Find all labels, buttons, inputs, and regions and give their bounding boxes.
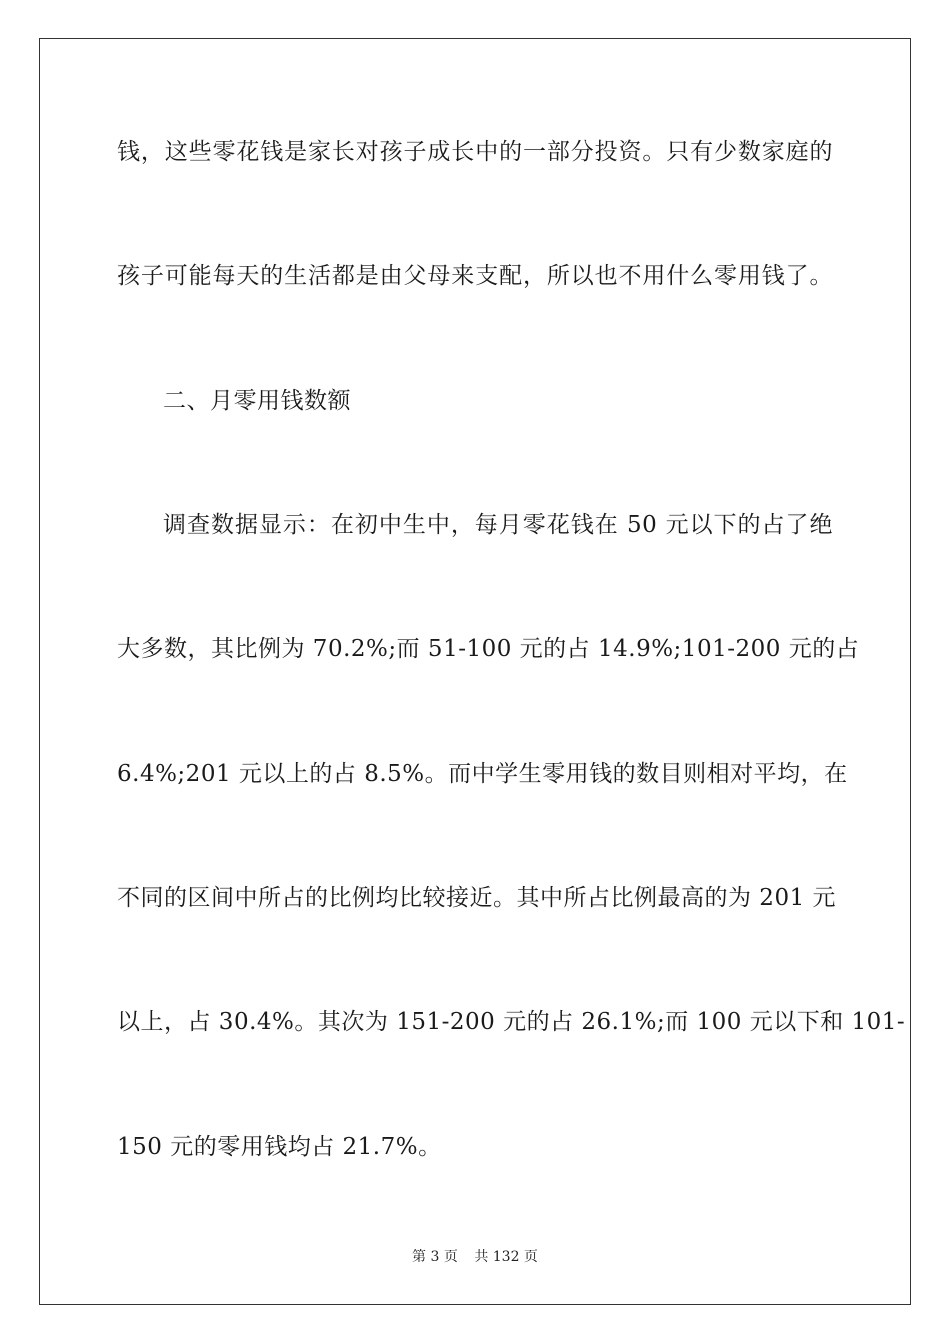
body-line-1: 钱，这些零花钱是家长对孩子成长中的一部分投资。只有少数家庭的 (117, 139, 833, 165)
page-number-current: 第 3 页 (412, 1249, 458, 1265)
body-line-7: 不同的区间中所占的比例均比较接近。其中所占比例最高的为 201 元 (117, 885, 837, 911)
section-heading: 二、月零用钱数额 (163, 388, 351, 414)
page-footer (0, 1248, 950, 1266)
body-line-9: 150 元的零用钱均占 21.7%。 (117, 1134, 442, 1160)
page-number-total: 共 132 页 (474, 1249, 538, 1265)
body-line-4: 调查数据显示：在初中生中，每月零花钱在 50 元以下的占了绝 (163, 512, 833, 538)
body-line-8: 以上，占 30.4%。其次为 151-200 元的占 26.1%;而 100 元以下和 101- (117, 1009, 906, 1035)
page-frame (39, 38, 911, 1305)
body-line-5: 大多数，其比例为 70.2%;而 51-100 元的占 14.9%;101-200 元的占 (117, 636, 860, 662)
body-line-6: 6.4%;201 元以上的占 8.5%。而中学生零用钱的数目则相对平均，在 (117, 761, 848, 787)
body-line-2: 孩子可能每天的生活都是由父母来支配，所以也不用什么零用钱了。 (117, 263, 833, 289)
